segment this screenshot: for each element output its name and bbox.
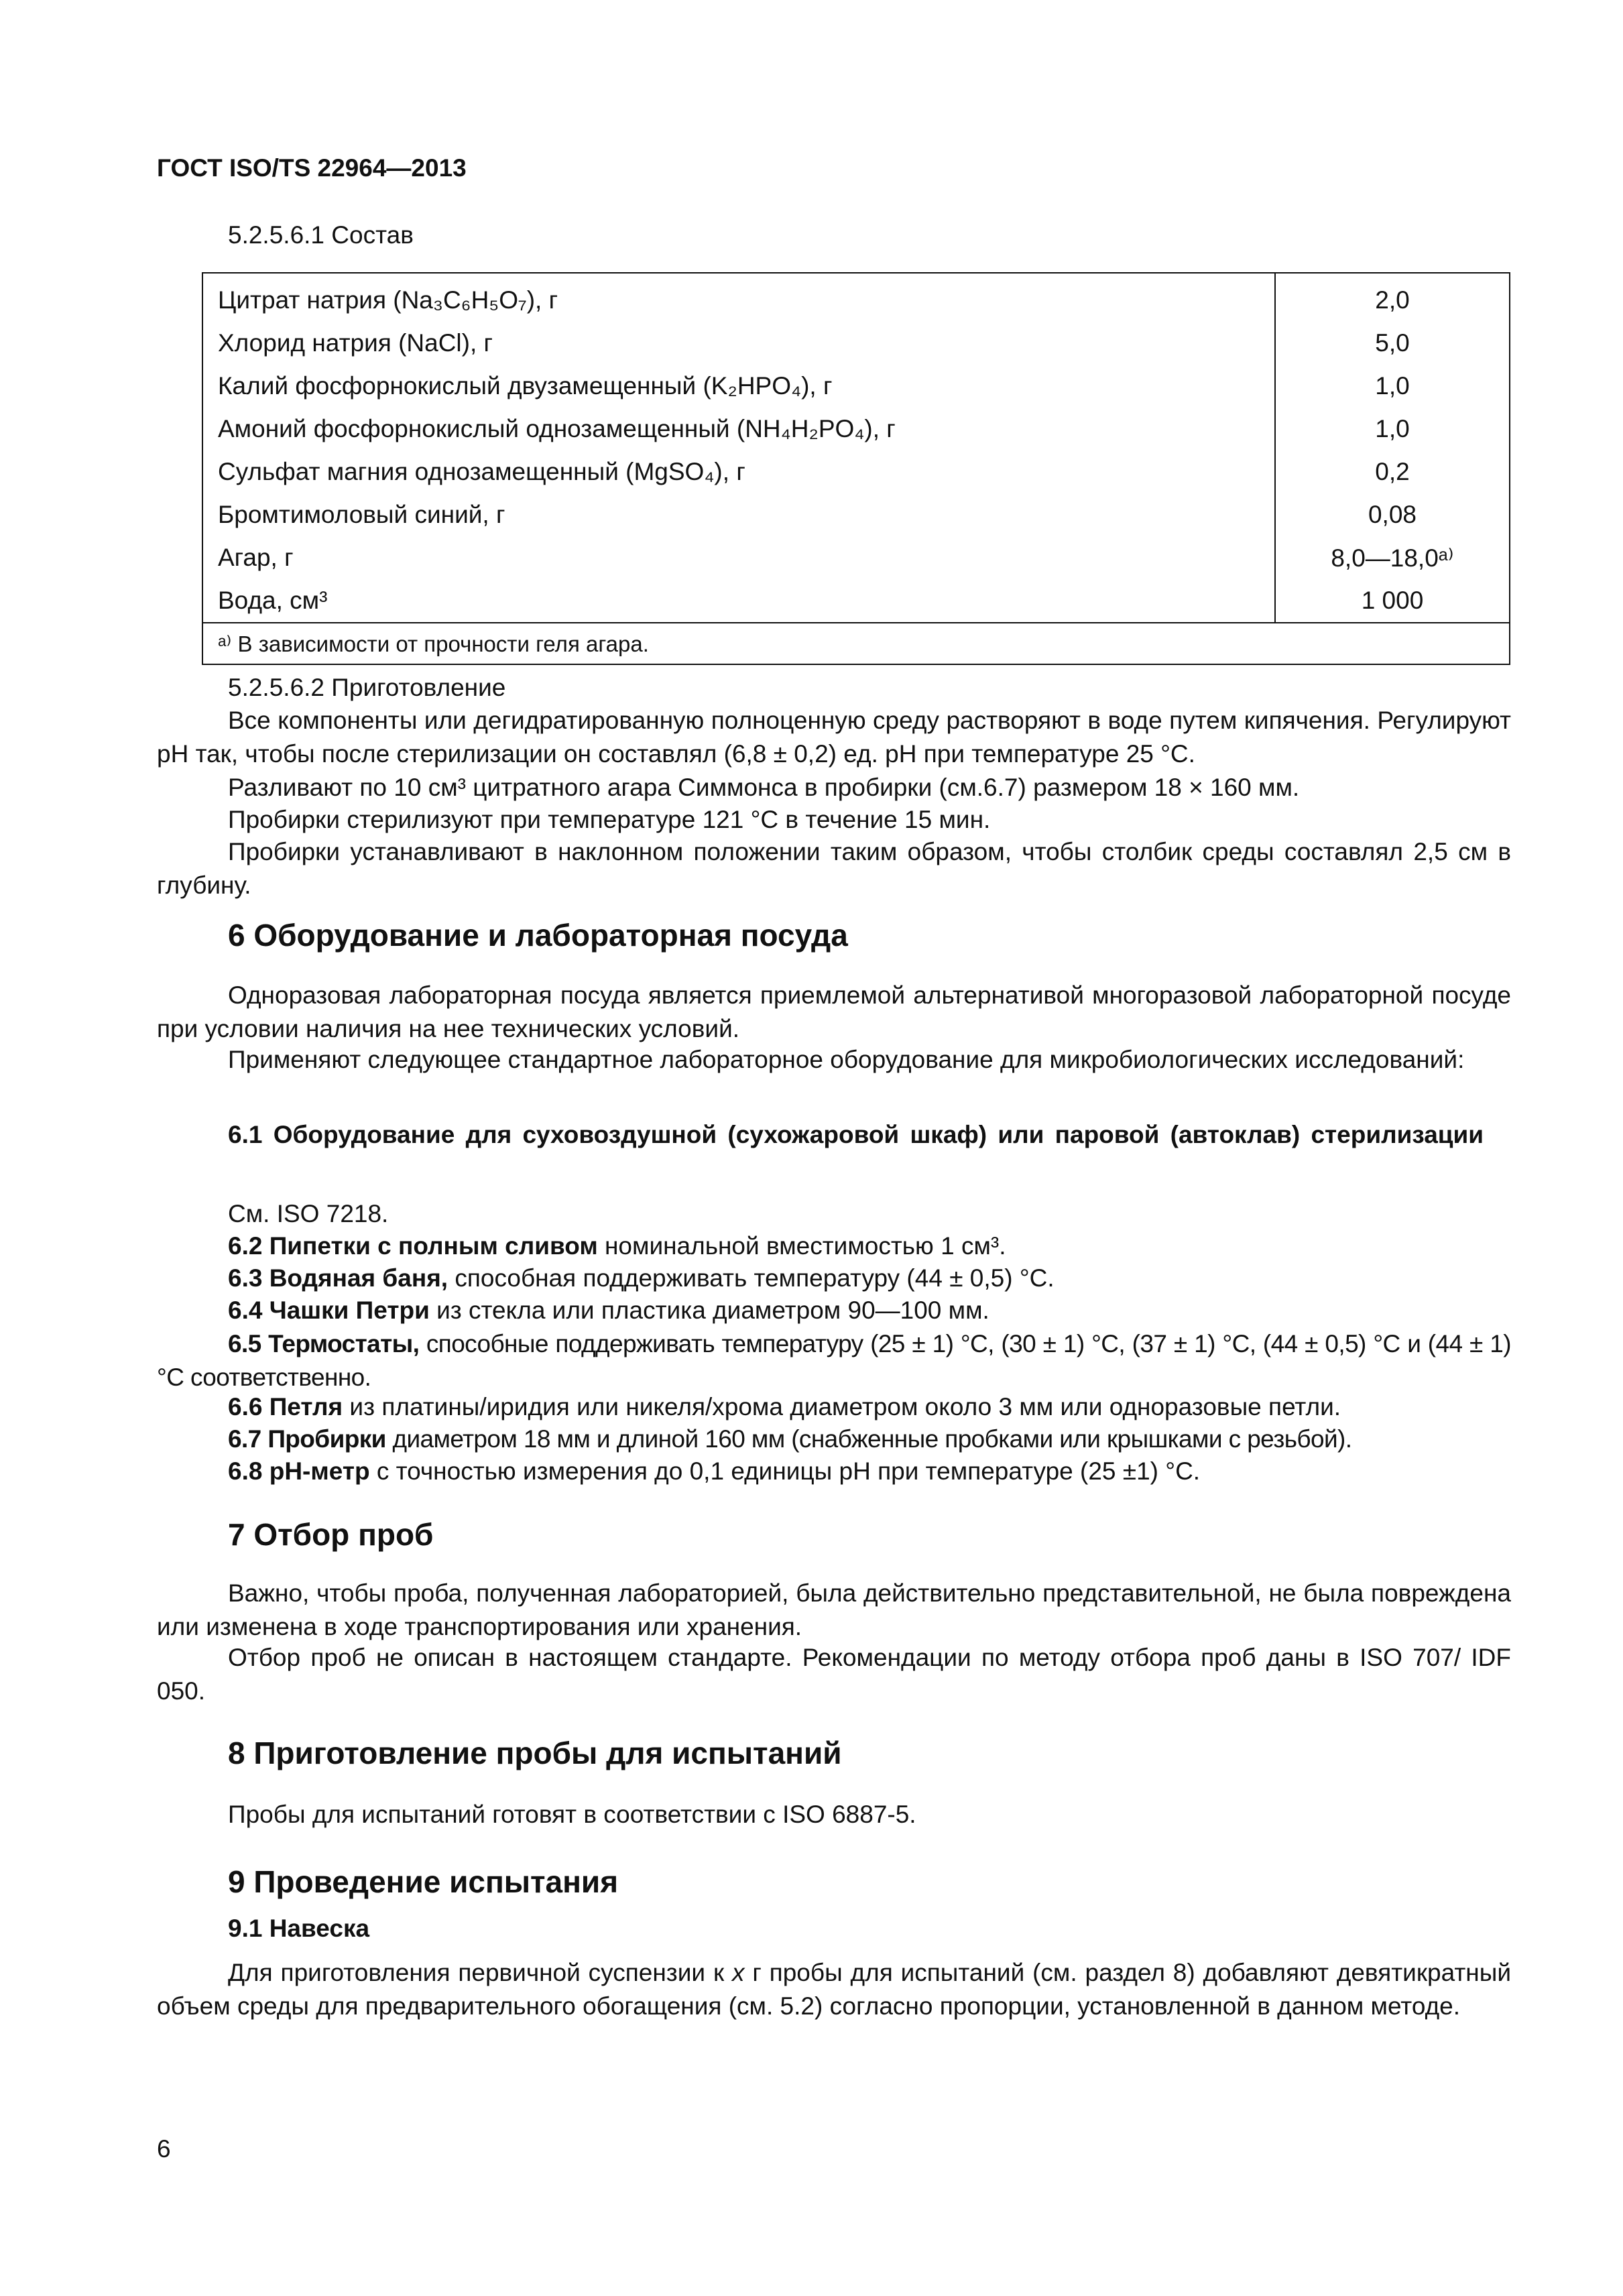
item-label: 6.5 Термостаты,	[228, 1330, 420, 1357]
paragraph	[157, 1956, 1511, 2023]
paragraph: Отбор проб не описан в настоящем стандарте. Рекомендации по методу отбора проб даны в ISO 707/ IDF 050.	[157, 1644, 1511, 1705]
section-9-heading: 9 Проведение испытания	[228, 1864, 619, 1899]
table-cell-name: Хлорид натрия (NaCl), г	[218, 329, 493, 357]
table-row	[202, 450, 1510, 493]
section-preparation-heading: 5.2.5.6.2 Приготовление	[228, 674, 506, 701]
item-label: 6.4 Чашки Петри	[228, 1296, 430, 1324]
table-cell-name: Калий фосфорнокислый двузамещенный (K₂HPO₄), г	[218, 372, 833, 400]
section-6-heading: 6 Оборудование и лабораторная посуда	[228, 918, 848, 953]
paragraph-text: г пробы для испытаний (см. раздел 8) добавляют девятикратный объем среды для предварительного обогащения (см. 5.2) согласно пропорции, установленной в данном методе.	[157, 1959, 1511, 2020]
table-cell-value: 5,0	[1275, 322, 1510, 365]
item-text: способная поддерживать температуру (44 ± 0,5) °С.	[448, 1264, 1055, 1292]
subsection-6-1-heading: 6.1 Оборудование для суховоздушной (сухожаровой шкаф) или паровой (автоклав) стерилизации	[228, 1121, 1484, 1148]
subsection-6-1-text: См. ISO 7218.	[228, 1200, 389, 1227]
list-item	[228, 1457, 1200, 1486]
table-cell-name: Вода, см³	[218, 587, 328, 614]
paragraph-text: Для приготовления первичной суспензии к	[228, 1959, 732, 1986]
item-text: диаметром 18 мм и длиной 160 мм (снабженные пробками или крышками с резьбой).	[385, 1425, 1352, 1453]
item-label: 6.2 Пипетки с полным сливом	[228, 1232, 598, 1260]
paragraph: Пробирки стерилизуют при температуре 121 °С в течение 15 мин.	[228, 806, 991, 833]
paragraph: Применяют следующее стандартное лабораторное оборудование для микробиологических исследований:	[228, 1046, 1465, 1073]
item-text: из стекла или пластика диаметром 90—100 мм.	[429, 1296, 989, 1324]
table-footnote: ᵃ⁾ В зависимости от прочности геля агара.	[202, 623, 1510, 664]
paragraph: Важно, чтобы проба, полученная лабораторией, была действительно представительной, не была повреждена или изменена в ходе транспортирования или хранения.	[157, 1579, 1511, 1640]
document-header: ГОСТ ISO/TS 22964—2013	[157, 154, 467, 182]
table-row	[202, 408, 1510, 450]
list-item	[228, 1393, 1341, 1421]
subsection-9-1-heading: 9.1 Навеска	[228, 1915, 370, 1942]
item-label: 6.8 pH-метр	[228, 1457, 370, 1485]
table-cell-name: Цитрат натрия (Na₃C₆H₅O₇), г	[218, 286, 558, 314]
composition-table	[202, 272, 1510, 665]
item-label: 6.6 Петля	[228, 1393, 343, 1421]
table-row	[202, 536, 1510, 579]
item-label: 6.3 Водяная баня,	[228, 1264, 448, 1292]
paragraph: Все компоненты или дегидратированную полноценную среду растворяют в воде путем кипячения. Регулируют pH так, чтобы после стерилизации он составлял (6,8 ± 0,2) ед. pH при температуре 25 °С.	[157, 707, 1511, 768]
table-cell-value: 1,0	[1275, 408, 1510, 450]
list-item	[157, 1327, 1511, 1394]
table-row	[202, 322, 1510, 365]
table-cell-name: Бромтимоловый синий, г	[218, 501, 505, 528]
list-item	[228, 1425, 1351, 1453]
paragraph: Пробы для испытаний готовят в соответствии с ISO 6887-5.	[228, 1801, 916, 1828]
table-cell-value: 2,0	[1275, 273, 1510, 322]
list-item	[228, 1264, 1055, 1292]
paragraph: Одноразовая лабораторная посуда является приемлемой альтернативой многоразовой лабораторной посуде при условии наличия на нее технических условий.	[157, 981, 1511, 1042]
table-cell-name: Амоний фосфорнокислый однозамещенный (NH₄H₂PO₄), г	[218, 415, 896, 442]
item-text: способные поддерживать температуру (25 ± 1) °С, (30 ± 1) °С, (37 ± 1) °С, (44 ± 0,5) °С и (44 ± 1) °С соответственно.	[157, 1330, 1511, 1391]
list-item	[228, 1232, 1006, 1260]
table-cell-value: 1 000	[1275, 579, 1510, 623]
table-cell-value: 1,0	[1275, 365, 1510, 408]
paragraph: Разливают по 10 см³ цитратного агара Симмонса в пробирки (см.6.7) размером 18 × 160 мм.	[228, 774, 1300, 801]
table-row	[202, 493, 1510, 536]
table-row	[202, 579, 1510, 623]
item-text: из платины/иридия или никеля/хрома диаметром около 3 мм или одноразовые петли.	[343, 1393, 1341, 1421]
section-8-heading: 8 Приготовление пробы для испытаний	[228, 1736, 842, 1770]
item-text: с точностью измерения до 0,1 единицы pH при температуре (25 ±1) °С.	[369, 1457, 1201, 1485]
table-row	[202, 365, 1510, 408]
paragraph: Пробирки устанавливают в наклонном положении таким образом, чтобы столбик среды составлял 2,5 см в глубину.	[157, 838, 1511, 899]
page-number: 6	[157, 2135, 171, 2163]
item-label: 6.7 Пробирки	[228, 1425, 386, 1453]
table-cell-value: 8,0—18,0ᵃ⁾	[1275, 536, 1510, 579]
variable-x: x	[731, 1959, 745, 1986]
item-text: номинальной вместимостью 1 см³.	[597, 1232, 1006, 1260]
table-cell-value: 0,2	[1275, 450, 1510, 493]
table-cell-name: Агар, г	[218, 544, 294, 571]
table-cell-value: 0,08	[1275, 493, 1510, 536]
table-cell-name: Сульфат магния однозамещенный (MgSO₄), г	[218, 458, 745, 485]
list-item	[228, 1296, 989, 1325]
table-footnote-row	[202, 623, 1510, 664]
section-composition-heading: 5.2.5.6.1 Состав	[228, 221, 414, 249]
section-7-heading: 7 Отбор проб	[228, 1517, 434, 1552]
table-row	[202, 273, 1510, 322]
